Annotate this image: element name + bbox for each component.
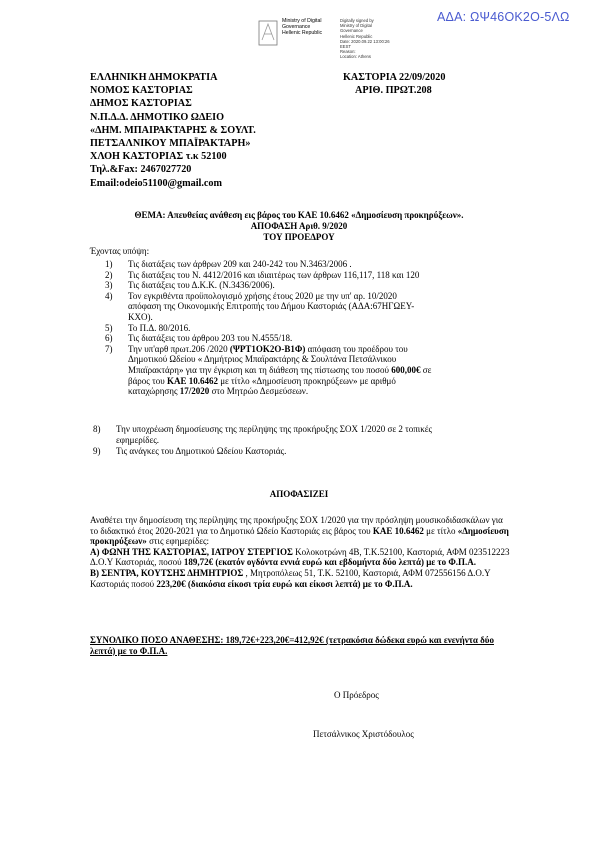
- considerations-list: [105, 259, 505, 397]
- list-item: 3) Τις διατάξεις του Δ.Κ.Κ. (Ν.3436/2006).: [105, 280, 275, 291]
- decision-number: ΑΠΟΦΑΣΗ Αριθ. 9/2020: [250, 221, 348, 231]
- list-item: 4) Τον εγκριθέντα προϋπολογισμό χρήσης έτους 2020 με την υπ' αρ. 10/2020 απόφαση της Οικονομικής Επιτροπής του Δήμου Καστοριάς (ΑΔΑ:67ΗΓΩΕΥ-ΚΧΟ).: [105, 290, 415, 322]
- list-item: 8) Την υποχρέωση δημοσίευσης της περίληψης της προκήρυξης ΣΟΧ 1/2020 σε 2 τοπικές εφημερίδες.: [93, 424, 433, 445]
- issuer-email: Email:odeio51100@gmail.com: [90, 177, 222, 189]
- signatory-name: Πετσάλνικος Χριστόδουλος: [313, 729, 414, 739]
- ada-code: ΑΔΑ: ΩΨ46ΟΚ2Ο-5ΛΩ: [437, 10, 570, 24]
- issuer-line: ΧΛΟΗ ΚΑΣΤΟΡΙΑΣ τ.κ 52100: [90, 151, 227, 163]
- issuer-line: «ΔΗΜ. ΜΠΑΙΡΑΚΤΑΡΗΣ & ΣΟΥΛΤ.: [90, 124, 256, 136]
- decision-heading: ΑΠΟΦΑΣΙΖΕΙ: [269, 489, 329, 499]
- considerations-list-cont: [93, 424, 505, 457]
- list-item: 6) Τις διατάξεις του άρθρου 203 του Ν.4555/18.: [105, 333, 293, 344]
- list-item: 5) Το Π.Δ. 80/2016.: [105, 322, 191, 333]
- list-item: 1) Τις διατάξεις των άρθρων 209 και 240-242 του Ν.3463/2006 .: [105, 259, 352, 269]
- protocol-number: ΑΡΙΘ. ΠΡΩΤ.208: [355, 85, 432, 96]
- signature-stamp-left: Ministry of Digital Governance Hellenic Republic: [282, 18, 323, 36]
- hellenic-republic-seal-icon: [258, 20, 278, 46]
- signatory-role: Ο Πρόεδρος: [334, 690, 379, 700]
- total-amount: ΣΥΝΟΛΙΚΟ ΠΟΣΟ ΑΝΑΘΕΣΗΣ: 189,72€+223,20€=412,92€ (τετρακόσια δώδεκα ευρώ και ενενήντα δύο λεπτά) με το Φ.Π.Α.: [90, 635, 494, 656]
- place-date: ΚΑΣΤΟΡΙΑ 22/09/2020: [343, 72, 446, 83]
- issuer-line: Ν.Π.Δ.Δ. ΔΗΜΟΤΙΚΟ ΩΔΕΙΟ: [90, 111, 225, 123]
- issuer-line: ΝΟΜΟΣ ΚΑΣΤΟΡΙΑΣ: [90, 85, 193, 97]
- issuer-line: Τηλ.&Fax: 2467027720: [90, 164, 192, 176]
- issuer-line: ΕΛΛΗΝΙΚΗ ΔΗΜΟΚΡΑΤΙΑ: [90, 72, 218, 83]
- list-item: 2) Τις διατάξεις του Ν. 4412/2016 και ιδιαιτέρως των άρθρων 116,117, 118 και 120: [105, 269, 420, 280]
- list-item: 9) Τις ανάγκες του Δημοτικού Ωδείου Καστοριάς.: [93, 446, 287, 457]
- signature-stamp-right: Digitally signed by Ministry of Digital Governance Hellenic Republic Date: 2020.09.22 13:00:26 EEST Reason: Location: Athens: [340, 18, 390, 60]
- decision-text: Αναθέτει την δημοσίευση της περίληψης της προκήρυξης ΣΟΧ 1/2020 για την πρόσληψη μουσικοδιδασκάλων για το διδακτικό έτος 2020-2021 για το Δημοτικό Ωδείο Καστοριάς εις βάρος του ΚΑΕ 10.6462 με τίτλο «Δημοσίευση προκηρύξεων» στις εφημερίδες: Α) ΦΩΝΗ ΤΗΣ ΚΑΣΤΟΡΙΑΣ, ΙΑΤΡΟΥ ΣΤΕΡΓΙΟΣ Κολοκοτρώνη 4Β, Τ.Κ.52100, Καστοριά, ΑΦΜ 023512223 Δ.Ο.Υ Καστοριάς, ποσού 189,72€ (εκατόν ογδόντα εννιά ευρώ και εβδομήντα δύο λεπτά) με το Φ.Π.Α. Β) ΣΕΝΤΡΑ, ΚΟΥΤΣΗΣ ΔΗΜΗΤΡΙΟΣ , Μητροπόλεως 51, Τ.Κ. 52100, Καστοριά, ΑΦΜ 072556156 Δ.Ο.Υ Καστοριάς ποσού 223,20€ (διακόσια είκοσι τρία ευρώ και είκοσι λεπτά) με το Φ.Π.Α.: [90, 515, 510, 589]
- issuer-line: ΠΕΤΣΑΛΝΙΚΟΥ ΜΠΑΪΡΑΚΤΑΡΗ»: [90, 138, 251, 150]
- subject-line: ΘΕΜΑ: Απευθείας ανάθεση εις βάρος του ΚΑΕ 10.6462 «Δημοσίευση προκηρύξεων».: [134, 210, 464, 220]
- issuer-block: [90, 71, 256, 190]
- president-heading: ΤΟΥ ΠΡΟΕΔΡΟΥ: [263, 232, 335, 242]
- list-item: 7) Την υπ'αρθ πρωτ.206 /2020 (ΨΡΤ1ΟΚ2Ο-Β1Φ) απόφαση του προέδρου του Δημοτικού Ωδείου « Δημήτριος Μπαϊρακτάρης & Σουλτάνα Πετσάλνικου Μπαϊρακτάρη» για την έγκριση και τη διάθεση της πίστωσης του ποσού 600,00€ σε βάρος του ΚΑΕ 10.6462 με τίτλο «Δημοσίευση προκηρύξεων» με αριθμό καταχώρησης 17/2020 στο Μητρώο Δεσμεύσεων.: [105, 343, 432, 397]
- issuer-line: ΔΗΜΟΣ ΚΑΣΤΟΡΙΑΣ: [90, 98, 192, 110]
- considerations-intro: Έχοντας υπόψη:: [90, 246, 150, 256]
